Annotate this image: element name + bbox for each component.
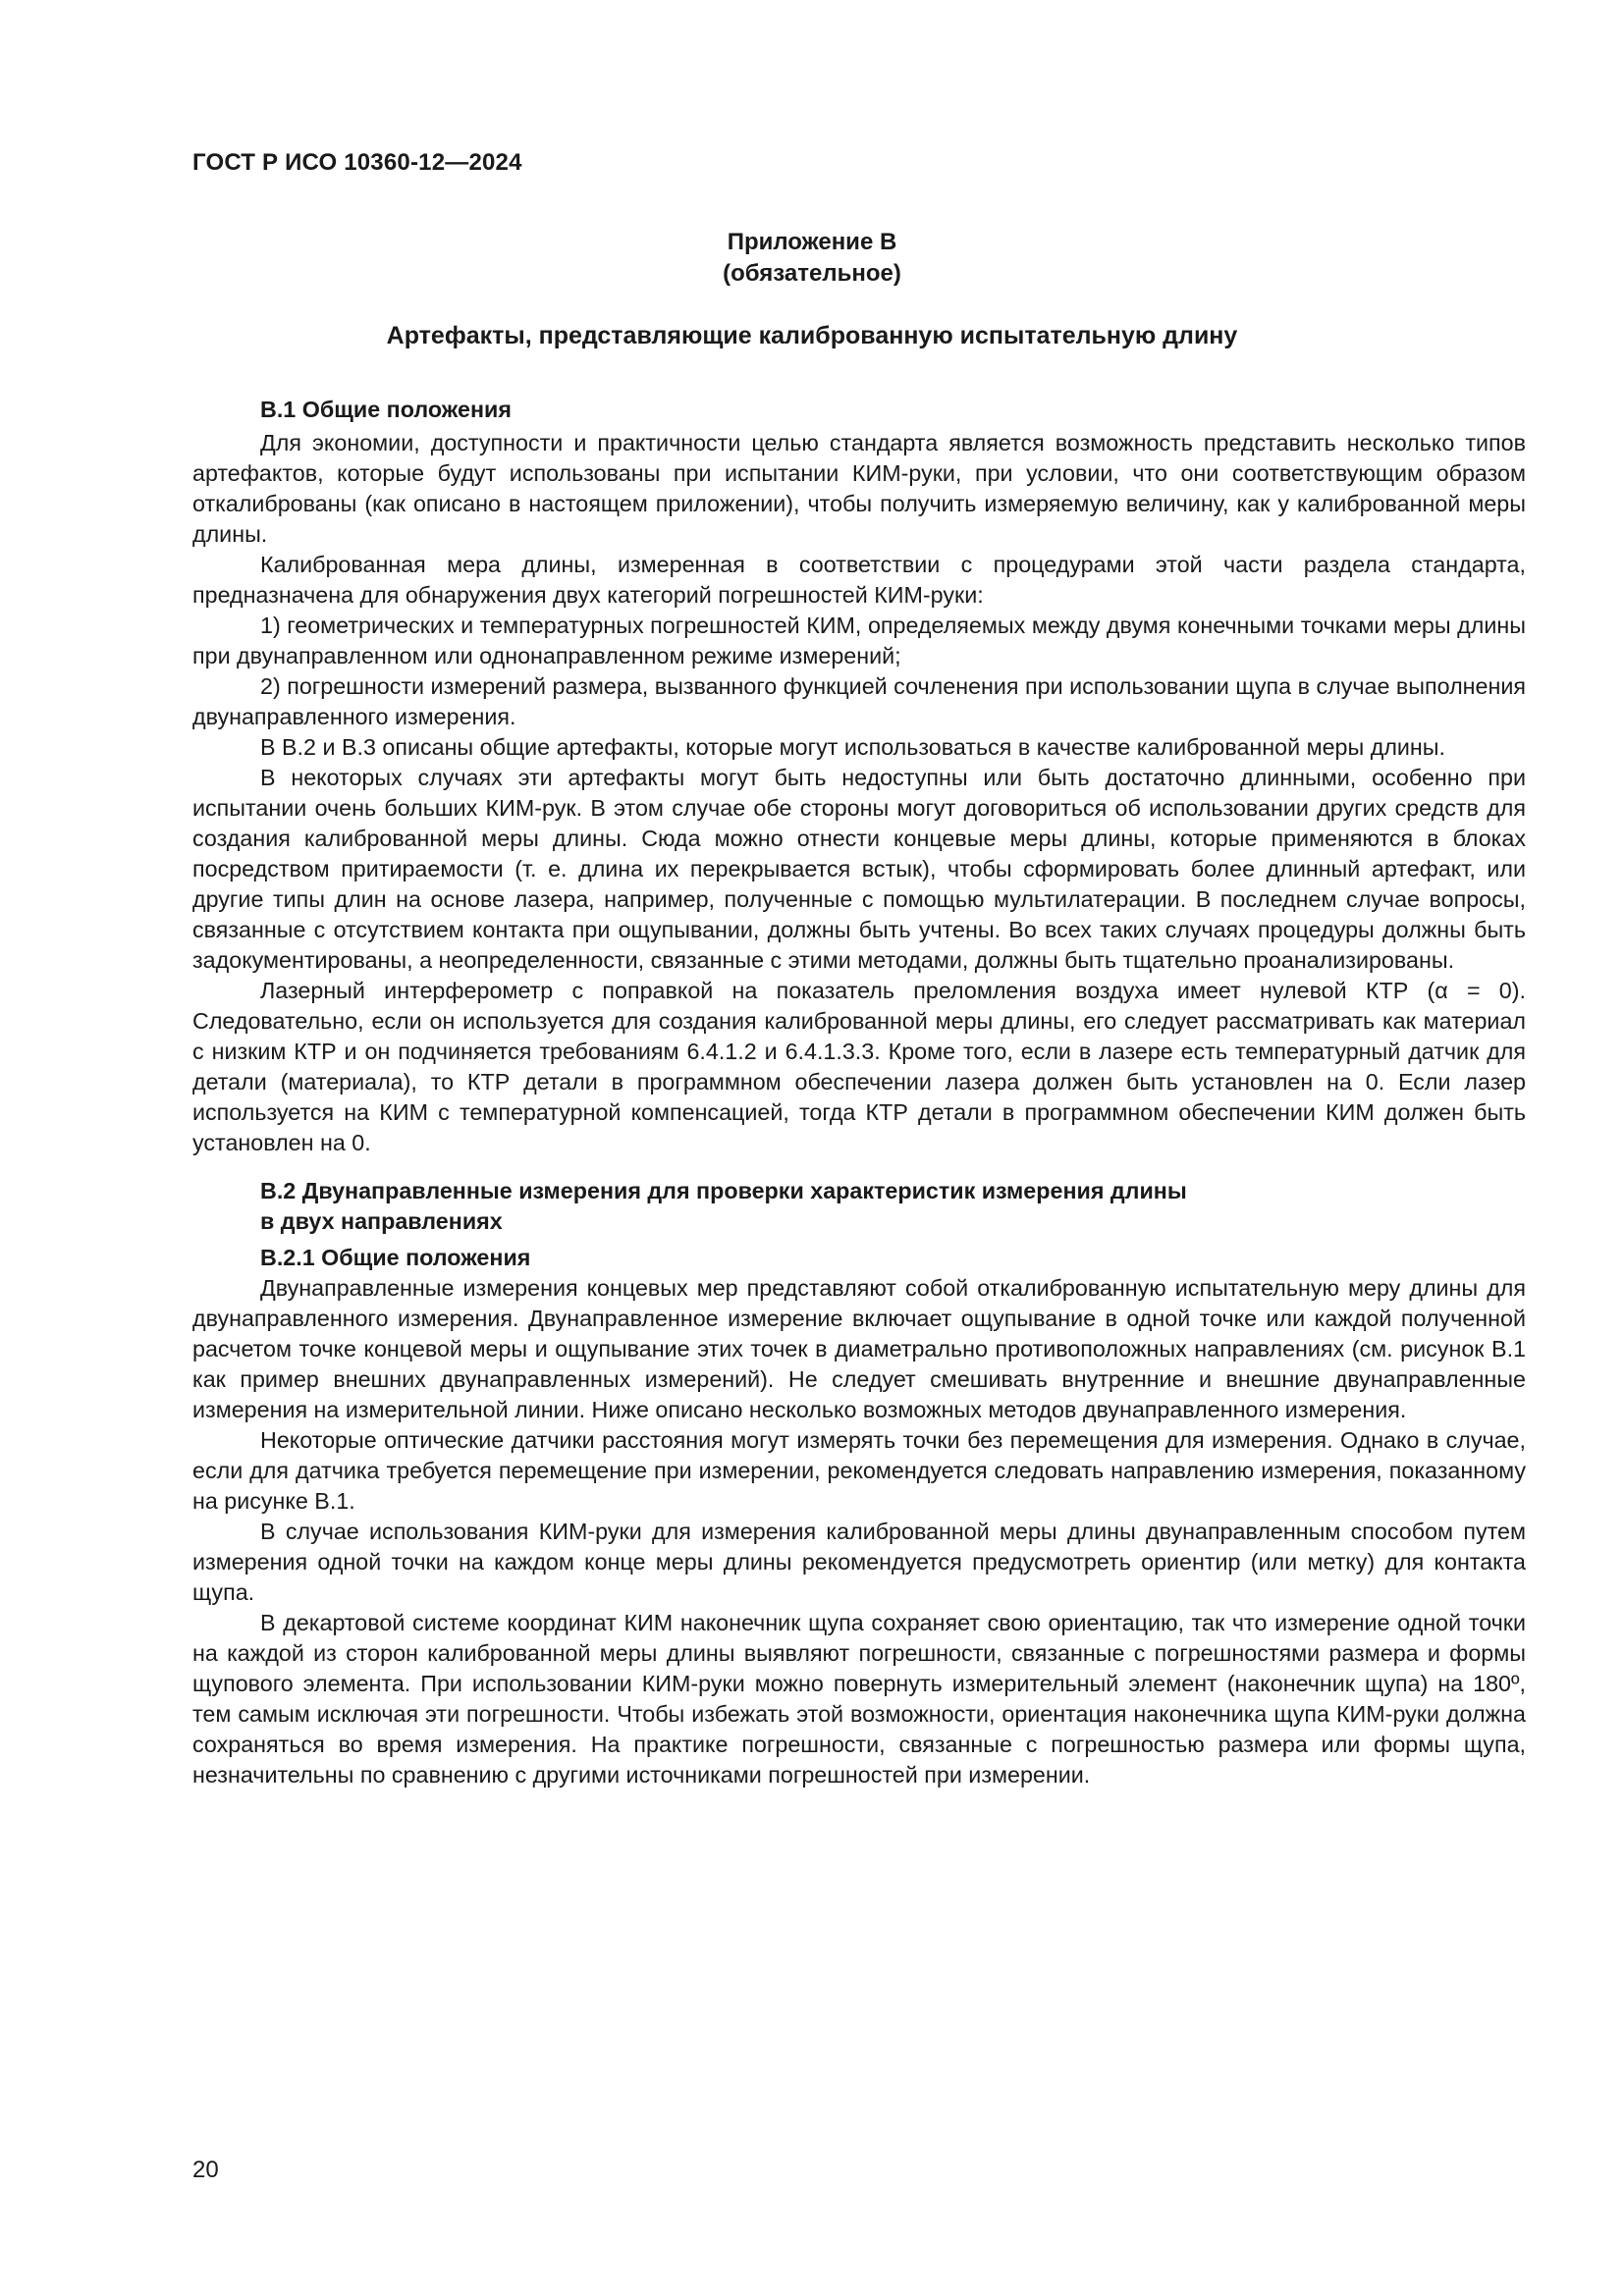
section-b2-heading [192, 1176, 1526, 1237]
list-item: 1) геометрических и температурных погрешностей КИМ, определяемых между двумя конечными точками меры длины при двунаправленном или однонаправленном режиме измерений; [192, 613, 1526, 668]
paragraph: Калиброванная мера длины, измеренная в соответствии с процедурами этой части раздела стандарта, предназначена для обнаружения двух категорий погрешностей КИМ-руки: [192, 552, 1526, 608]
paragraph: В декартовой системе координат КИМ наконечник щупа сохраняет свою ориентацию, так что измерение одной точки на каждой из сторон калиброванной меры длины выявляют погрешности, связанные с погрешностями размера и формы щупового элемента. При использовании КИМ-руки можно повернуть измерительный элемент (наконечник щупа) на 180º, тем самым исключая эти погрешности. Чтобы избежать этой возможности, ориентация наконечника щупа КИМ-руки должна сохраняться во время измерения. На практике погрешности, связанные с погрешностью размера или формы щупа, незначительны по сравнению с другими источниками погрешностей при измерении. [192, 1610, 1526, 1788]
section-b1-heading: В.1 Общие положения [260, 397, 512, 422]
section-b21-heading: В.2.1 Общие положения [260, 1245, 531, 1270]
appendix-title: Артефакты, представляющие калиброванную испытательную длину [386, 322, 1238, 349]
paragraph: В В.2 и В.3 описаны общие артефакты, которые могут использоваться в качестве калиброванной меры длины. [260, 734, 1446, 760]
page-number: 20 [192, 2157, 219, 2183]
section-b2-heading-line2: в двух направлениях [260, 1208, 503, 1234]
standard-header: ГОСТ Р ИСО 10360-12—2024 [192, 149, 522, 176]
appendix-label: Приложение В [727, 229, 897, 255]
paragraph: Для экономии, доступности и практичности целью стандарта является возможность представить несколько типов артефактов, которые будут использованы при испытании КИМ-руки, при условии, что они соответствующим образом откалиброваны (как описано в настоящем приложении), чтобы получить измеряемую величину, как у калиброванной меры длины. [192, 430, 1526, 547]
list-item: 2) погрешности измерений размера, вызванного функцией сочленения при использовании щупа в случае выполнения двунаправленного измерения. [192, 673, 1526, 729]
paragraph: В случае использования КИМ-руки для измерения калиброванной меры длины двунаправленным способом путем измерения одной точки на каждом конце меры длины рекомендуется предусмотреть ориентир (или метку) для контакта щупа. [192, 1519, 1526, 1605]
section-b2-heading-line1: В.2 Двунаправленные измерения для проверки характеристик измерения длины [260, 1178, 1187, 1203]
appendix-status: (обязательное) [723, 260, 901, 287]
document-body [192, 395, 1526, 1790]
paragraph: Лазерный интерферометр с поправкой на показатель преломления воздуха имеет нулевой КТР (α = 0). Следовательно, если он используется для создания калиброванной меры длины, его следует рассматривать как материал с низким КТР и он подчиняется требованиям 6.4.1.2 и 6.4.1.3.3. Кроме того, если в лазере есть температурный датчик для детали (материала), то КТР детали в программном обеспечении лазера должен быть установлен на 0. Если лазер используется на КИМ с температурной компенсацией, тогда КТР детали в программном обеспечении КИМ должен быть установлен на 0. [192, 978, 1526, 1155]
paragraph: Двунаправленные измерения концевых мер представляют собой откалиброванную испытательную меру длины для двунаправленного измерения. Двунаправленное измерение включает ощупывание в одной точке или каждой полученной расчетом точке концевой меры и ощупывание этих точек в диаметрально противоположных направлениях (см. рисунок В.1 как пример внешних двунаправленных измерений). Не следует смешивать внутренние и внешние двунаправленные измерения на измерительной линии. Ниже описано несколько возможных методов двунаправленного измерения. [192, 1275, 1526, 1422]
section-b2 [192, 1176, 1526, 1790]
paragraph: Некоторые оптические датчики расстояния могут измерять точки без перемещения для измерения. Однако в случае, если для датчика требуется перемещение при измерении, рекомендуется следовать направлению измерения, показанному на рисунке В.1. [192, 1427, 1526, 1514]
section-b1 [192, 395, 1526, 1158]
paragraph: В некоторых случаях эти артефакты могут быть недоступны или быть достаточно длинными, особенно при испытании очень больших КИМ-рук. В этом случае обе стороны могут договориться об использовании других средств для создания калиброванной меры длины. Сюда можно отнести концевые меры длины, которые применяются в блоках посредством притираемости (т. е. длина их перекрывается встык), чтобы сформировать более длинный артефакт, или другие типы длин на основе лазера, например, полученные с помощью мультилатерации. В последнем случае вопросы, связанные с отсутствием контакта при ощупывании, должны быть учтены. Во всех таких случаях процедуры должны быть задокументированы, а неопределенности, связанные с этими методами, должны быть тщательно проанализированы. [192, 765, 1526, 973]
